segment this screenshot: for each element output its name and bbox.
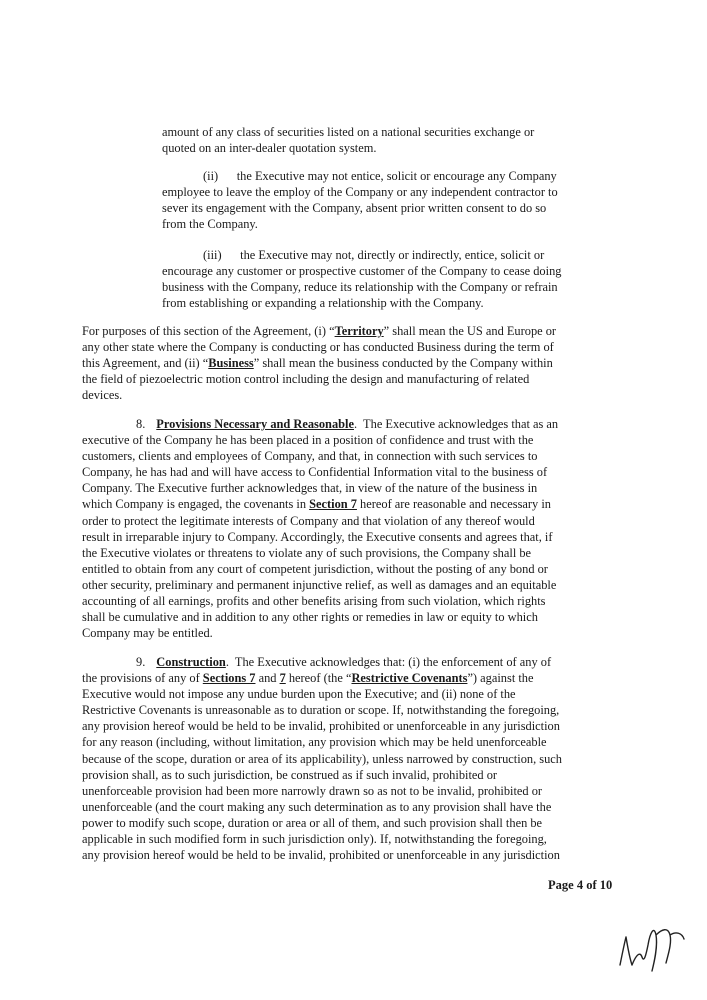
text-line: order to protect the legitimate interests of Company and that violation of any thereof would [82,513,535,528]
text-line: power to modify such scope, duration or area or all of them, and such provision shall then be [82,815,543,830]
section-reference: Section 7 [309,497,357,512]
text-run: which Company is engaged, the covenants in [82,497,310,512]
text-line: executive of the Company he has been placed in a position of confidence and trust with the [82,433,534,448]
text-line: unenforceable (and the court making any such determination as to any provision shall have the [82,799,552,814]
signature-initials [612,915,692,975]
text-run: this Agreement, and (ii) “ [82,356,209,371]
text-line: any other state where the Company is conducting or has conducted Business during the term of [82,340,554,355]
section-number: 9. [136,655,146,669]
text-line: for any reason (including, without limitation, any provision which may be held unenforceable [82,735,547,750]
text-line: the field of piezoelectric motion control including the design and manufacturing of related [82,372,530,387]
text-line: (ii) the Executive may not entice, solicit or encourage any Company [203,169,557,183]
text-line: amount of any class of securities listed on a national securities exchange or [162,125,535,139]
text-line: quoted on an inter-dealer quotation system. [162,141,377,156]
text-line: because of the scope, duration or area of its applicability), unless narrowed by construction, such [82,751,562,766]
text-line: from establishing or expanding a relationship with the Company. [162,296,484,311]
text-run: the provisions of any of [82,671,203,686]
defined-term-restrictive-covenants: Restrictive Covenants [351,671,468,686]
page-word: Page [548,878,574,892]
text-line: Company. The Executive further acknowledges that, in view of the nature of the business in [82,481,538,496]
page-number [548,878,612,893]
text-line: any provision hereof would be held to be invalid, prohibited or unenforceable in any jurisdiction [82,848,560,863]
section-8 [82,416,627,641]
text-line: Restrictive Covenants is unreasonable as to duration or scope. If, notwithstanding the foregoing, [82,703,560,718]
text-run: . The Executive acknowledges that as an [353,417,559,431]
page-of: of [586,878,597,892]
text-line: employee to leave the employ of the Company or any independent contractor to [162,185,558,200]
text-run: hereof are reasonable and necessary in [356,497,551,512]
text-line [82,323,627,339]
section-heading-line [82,654,627,670]
text-line [82,670,627,686]
text-line: from the Company. [162,217,258,232]
text-run: hereof (the “ [285,671,352,686]
subparagraph-continuation [162,124,622,156]
section-9 [82,654,627,863]
text-run: . The Executive acknowledges that: (i) the enforcement of any of [225,655,552,669]
text-line: accounting of all earnings, profits and other benefits arising from such violation, which rights [82,594,546,609]
text-line: Company may be entitled. [82,626,213,641]
text-run: For purposes of this section of the Agreement, (i) “ [82,324,335,338]
text-line: shall be cumulative and in addition to any other rights or remedies in law or equity to which [82,610,538,625]
text-run: ”) against the [467,671,534,686]
defined-term-business: Business [208,356,254,371]
text-line: any provision hereof would be held to be invalid, prohibited or unenforceable in any jurisdiction [82,719,560,734]
section-reference: 7 [279,671,286,686]
subparagraph-iii [162,247,622,311]
subparagraph-ii [162,168,622,232]
text-line: devices. [82,388,123,403]
text-run: ” shall mean the US and Europe or [383,324,557,338]
text-line: (iii) the Executive may not, directly or indirectly, entice, solicit or [203,248,545,262]
text-line [82,496,627,512]
text-line: provision shall, as to such jurisdiction, be construed as if such invalid, prohibited or [82,767,498,782]
text-line: Executive would not impose any undue burden upon the Executive; and (ii) none of the [82,687,516,702]
page-total: 10 [599,878,613,892]
text-line [82,355,627,371]
defined-term-territory: Territory [334,324,384,338]
section-heading: Provisions Necessary and Reasonable [156,417,354,431]
section-number: 8. [136,417,146,431]
text-line: business with the Company, reduce its relationship with the Company or refrain [162,280,558,295]
section-reference: Sections 7 [202,671,256,686]
text-run: ” shall mean the business conducted by the Company within [253,356,553,371]
text-line: other security, preliminary and permanent injunctive relief, as well as damages and an equitable [82,577,557,592]
text-line: the Executive violates or threatens to violate any of such provisions, the Company shall be [82,545,532,560]
text-run: and [255,671,280,686]
text-line: encourage any customer or prospective customer of the Company to cease doing [162,264,562,279]
definitions-paragraph [82,323,627,403]
text-line: entitled to obtain from any court of competent jurisdiction, without the posting of any bond or [82,561,548,576]
text-line: unenforceable provision had been more narrowly drawn so as not to be invalid, prohibited or [82,783,543,798]
section-heading: Construction [156,655,226,669]
page-current: 4 [576,878,584,892]
text-line: customers, clients and employees of Company, and that, in connection with such services to [82,449,538,464]
text-line: Company, he has had and will have access to Confidential Information vital to the business of [82,465,548,480]
text-line: sever its engagement with the Company, absent prior written consent to do so [162,201,547,216]
section-heading-line [82,416,627,432]
text-line: result in irreparable injury to Company. Accordingly, the Executive consents and agrees that, if [82,529,553,544]
text-line: applicable in such modified form in such jurisdiction only). If, notwithstanding the foregoing, [82,832,547,847]
